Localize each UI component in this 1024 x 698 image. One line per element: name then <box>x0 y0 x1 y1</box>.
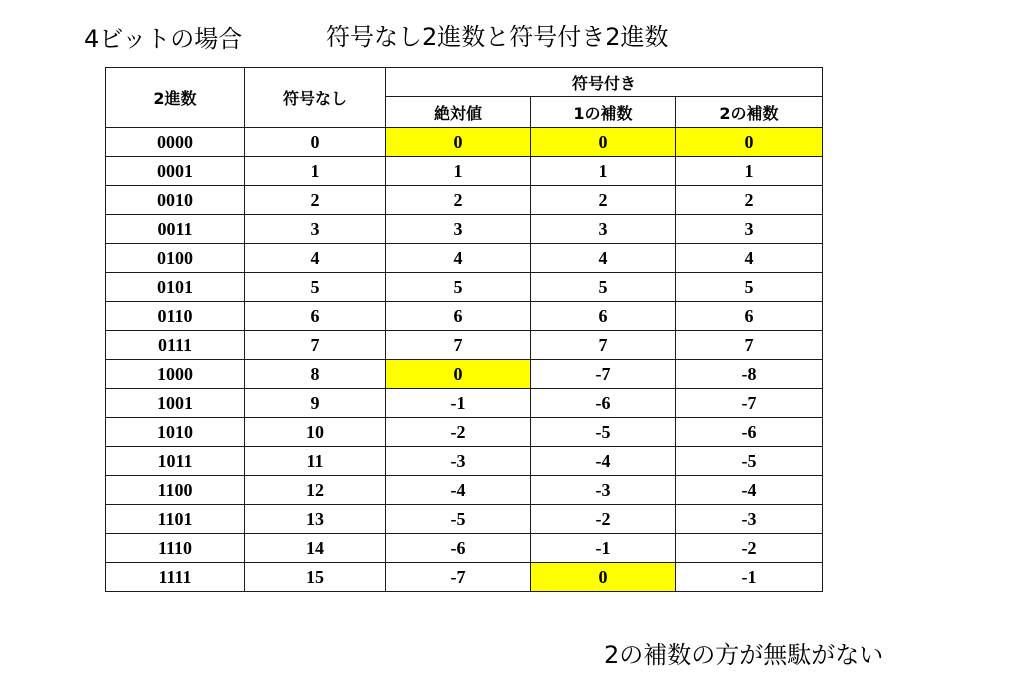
cell-twos-complement: 7 <box>676 331 823 360</box>
cell-ones-complement: -7 <box>531 360 676 389</box>
cell-sign-magnitude: 6 <box>386 302 531 331</box>
cell-unsigned: 5 <box>245 273 386 302</box>
cell-sign-magnitude: 4 <box>386 244 531 273</box>
cell-twos-complement: 1 <box>676 157 823 186</box>
cell-sign-magnitude: 0 <box>386 128 531 157</box>
cell-unsigned: 6 <box>245 302 386 331</box>
cell-twos-complement: -6 <box>676 418 823 447</box>
cell-binary: 0111 <box>106 331 245 360</box>
cell-unsigned: 8 <box>245 360 386 389</box>
table-row <box>106 476 823 505</box>
cell-unsigned: 0 <box>245 128 386 157</box>
binary-representation-table <box>105 67 823 592</box>
cell-sign-magnitude: 0 <box>386 360 531 389</box>
cell-binary: 0001 <box>106 157 245 186</box>
cell-binary: 0110 <box>106 302 245 331</box>
cell-twos-complement: 6 <box>676 302 823 331</box>
cell-twos-complement: 2 <box>676 186 823 215</box>
cell-twos-complement: -4 <box>676 476 823 505</box>
table-row <box>106 563 823 592</box>
cell-binary: 1111 <box>106 563 245 592</box>
cell-binary: 0100 <box>106 244 245 273</box>
table-row <box>106 157 823 186</box>
table-body <box>106 128 823 592</box>
cell-ones-complement: -6 <box>531 389 676 418</box>
cell-ones-complement: 6 <box>531 302 676 331</box>
cell-ones-complement: -1 <box>531 534 676 563</box>
cell-twos-complement: 3 <box>676 215 823 244</box>
cell-sign-magnitude: -1 <box>386 389 531 418</box>
table-row <box>106 418 823 447</box>
table-row <box>106 534 823 563</box>
cell-sign-magnitude: 2 <box>386 186 531 215</box>
cell-twos-complement: 5 <box>676 273 823 302</box>
cell-ones-complement: 3 <box>531 215 676 244</box>
cell-ones-complement: 7 <box>531 331 676 360</box>
cell-binary: 1011 <box>106 447 245 476</box>
cell-unsigned: 12 <box>245 476 386 505</box>
table-row <box>106 389 823 418</box>
cell-twos-complement: -1 <box>676 563 823 592</box>
cell-unsigned: 1 <box>245 157 386 186</box>
table-row <box>106 331 823 360</box>
cell-unsigned: 15 <box>245 563 386 592</box>
page-title: 4ビットの場合 <box>84 25 243 53</box>
cell-sign-magnitude: -4 <box>386 476 531 505</box>
cell-binary: 1100 <box>106 476 245 505</box>
table-row <box>106 360 823 389</box>
cell-binary: 0011 <box>106 215 245 244</box>
table-row <box>106 186 823 215</box>
cell-unsigned: 4 <box>245 244 386 273</box>
table-row <box>106 302 823 331</box>
cell-sign-magnitude: 1 <box>386 157 531 186</box>
conclusion-note: 2の補数の方が無駄がない <box>604 641 884 669</box>
cell-sign-magnitude: -3 <box>386 447 531 476</box>
header-ones-complement: 1の補数 <box>531 97 676 128</box>
table-header <box>106 68 823 128</box>
table-row <box>106 128 823 157</box>
cell-binary: 0000 <box>106 128 245 157</box>
page-subtitle: 符号なし2進数と符号付き2進数 <box>326 23 669 51</box>
table-row <box>106 273 823 302</box>
cell-ones-complement: 4 <box>531 244 676 273</box>
cell-twos-complement: -5 <box>676 447 823 476</box>
header-twos-complement: 2の補数 <box>676 97 823 128</box>
cell-sign-magnitude: 5 <box>386 273 531 302</box>
cell-twos-complement: 0 <box>676 128 823 157</box>
header-unsigned: 符号なし <box>245 68 386 128</box>
table-row <box>106 244 823 273</box>
cell-unsigned: 11 <box>245 447 386 476</box>
cell-binary: 1001 <box>106 389 245 418</box>
cell-twos-complement: -3 <box>676 505 823 534</box>
cell-unsigned: 10 <box>245 418 386 447</box>
cell-ones-complement: 0 <box>531 128 676 157</box>
header-sign-magnitude: 絶対値 <box>386 97 531 128</box>
cell-unsigned: 14 <box>245 534 386 563</box>
cell-unsigned: 3 <box>245 215 386 244</box>
table-row <box>106 505 823 534</box>
cell-sign-magnitude: 3 <box>386 215 531 244</box>
cell-unsigned: 9 <box>245 389 386 418</box>
cell-twos-complement: -2 <box>676 534 823 563</box>
cell-twos-complement: -7 <box>676 389 823 418</box>
cell-binary: 1110 <box>106 534 245 563</box>
header-row-top <box>106 68 823 97</box>
cell-binary: 1000 <box>106 360 245 389</box>
cell-ones-complement: 2 <box>531 186 676 215</box>
cell-unsigned: 2 <box>245 186 386 215</box>
cell-sign-magnitude: -6 <box>386 534 531 563</box>
cell-ones-complement: 1 <box>531 157 676 186</box>
cell-ones-complement: 5 <box>531 273 676 302</box>
header-signed: 符号付き <box>386 68 823 97</box>
cell-sign-magnitude: -5 <box>386 505 531 534</box>
cell-ones-complement: -2 <box>531 505 676 534</box>
table-row <box>106 215 823 244</box>
cell-twos-complement: 4 <box>676 244 823 273</box>
cell-ones-complement: -5 <box>531 418 676 447</box>
cell-ones-complement: -4 <box>531 447 676 476</box>
cell-binary: 0101 <box>106 273 245 302</box>
cell-unsigned: 13 <box>245 505 386 534</box>
cell-ones-complement: -3 <box>531 476 676 505</box>
cell-unsigned: 7 <box>245 331 386 360</box>
cell-ones-complement: 0 <box>531 563 676 592</box>
cell-binary: 1101 <box>106 505 245 534</box>
header-binary: 2進数 <box>106 68 245 128</box>
cell-twos-complement: -8 <box>676 360 823 389</box>
cell-sign-magnitude: -2 <box>386 418 531 447</box>
cell-binary: 1010 <box>106 418 245 447</box>
table-row <box>106 447 823 476</box>
cell-sign-magnitude: -7 <box>386 563 531 592</box>
cell-binary: 0010 <box>106 186 245 215</box>
cell-sign-magnitude: 7 <box>386 331 531 360</box>
